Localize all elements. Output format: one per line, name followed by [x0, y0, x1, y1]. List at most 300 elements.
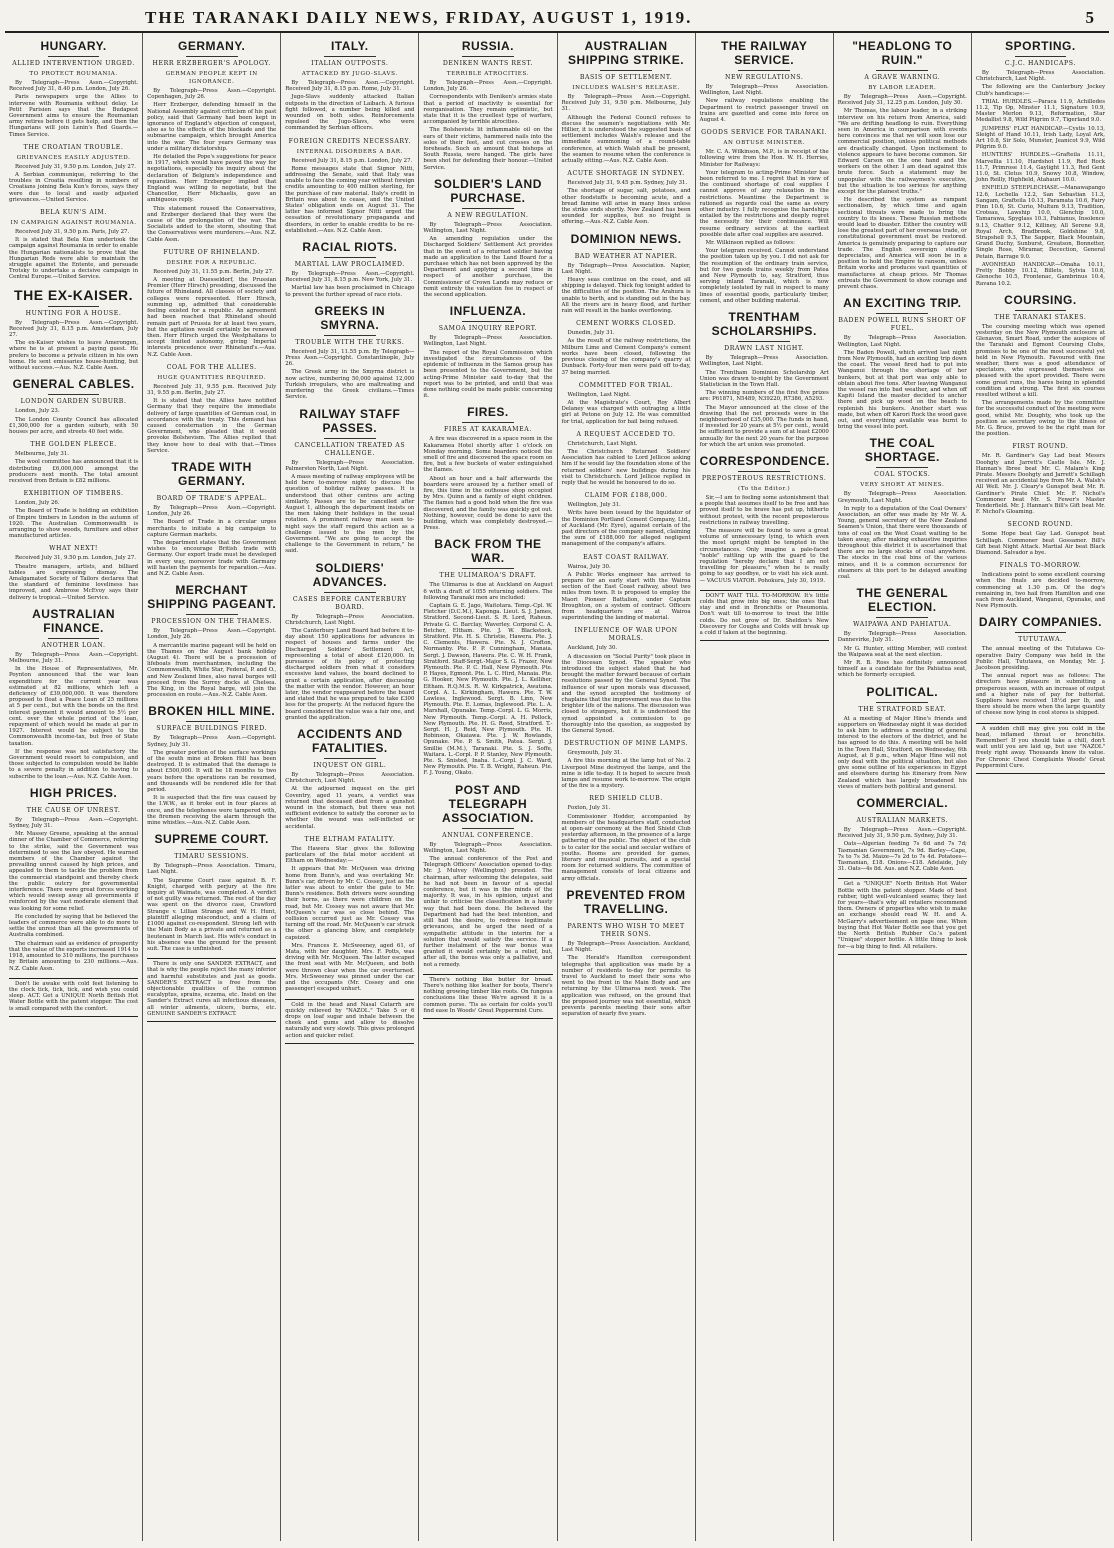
- article-paragraph: Some Hope beat Gay Lad. Gunspot beat Schillagh. Commoner beat Gossamer. Bill's Gift beat Night Attack. Martial Air beat Black Diamond. Salvador a bye.: [975, 531, 1105, 556]
- article-subhead: INTERNAL DISORDERS A BAR.: [296, 148, 403, 155]
- article: [423, 304, 552, 399]
- article-headline: BROKEN HILL MINE.: [148, 704, 276, 719]
- article-headline: THE EX-KAISER.: [14, 286, 134, 303]
- article-headline: RAILWAY STAFF PASSES.: [299, 406, 401, 435]
- article-paragraph: Foxton, July 31.: [567, 805, 611, 812]
- article-paragraph: The ex-Kaiser wishes to leave Amerongen, where he is at present a paying guest. He prefers to become a private citizen in his own home. He sent emissaries house-hunting, but without success.—Aus. N.Z. Cable Assn.: [9, 340, 139, 372]
- headline-rule: [462, 321, 514, 322]
- article: [562, 170, 691, 225]
- article-headline: SPORTING.: [1005, 39, 1076, 53]
- article-paragraph: An amending regulation under the Discharged Soldiers' Settlement Act provides that in the event of a returned soldier having made an application to the Land Board for a purchase which has not been approved by the Department and applying a second time in respect of another purchase, the Commissioner of Crown Lands may reduce or remit entirely the valuation fee in respect of the second application.: [423, 236, 553, 299]
- article-paragraph: The Trentham Dominion Scholarship Art Union was drawn to-night by the Government Statistician in the Town Hall.: [699, 369, 829, 388]
- article-headline: AN EXCITING TRIP.: [843, 296, 962, 311]
- article-headline: AUSTRALIAN SHIPPING STRIKE.: [568, 39, 685, 67]
- headline-rule: [324, 335, 376, 336]
- article-subhead: ATTACKED BY JUGO-SLAVS.: [301, 71, 398, 77]
- article-paragraph: By Telegraph—Press Association. Dannevirke, July 31.: [837, 631, 967, 644]
- article-paragraph: By Telegraph—Press Assn.—Copyright. Received July 31, 9.50 p.m. Sydney, July 31.: [837, 827, 967, 840]
- article-paragraph: By Telegraph—Press Association. Christchurch, Last Night.: [285, 772, 415, 785]
- article-paragraph: A mass meeting of railway employees will be held here to-morrow night to discuss the question of holiday railway passes. It is understood that other centres are acting similarly. Passes are to be cancelled after August 1, although the department insists on the men taking their holidays in the usual rotation. A prominent railway man seen to-night says the staff regard this action as a challenge issued to the men by the Government. "We are going to accept the challenge to the Government in return," he said.: [285, 473, 415, 555]
- article-subhead: TERRIBLE ATROCITIES.: [446, 71, 530, 77]
- article: [562, 627, 691, 734]
- article-paragraph: Melbourne, July 31.: [15, 451, 69, 458]
- article-paragraph: Greymouth, July 31.: [567, 750, 623, 757]
- article: [285, 836, 414, 993]
- article-paragraph: Wairoa, July 30.: [567, 563, 611, 570]
- article-paragraph: Received July 31, 9.55 p.m. Received July 31, 9.55 p.m. Berlin, July 27.: [147, 383, 277, 396]
- advertisement: [976, 723, 1105, 774]
- article-subhead: LONDON GARDEN SUBURB.: [20, 398, 127, 406]
- article-headline: HUNGARY.: [40, 39, 107, 53]
- article: [838, 296, 967, 430]
- article-subhead: RED SHIELD CLUB.: [589, 795, 663, 803]
- article-paragraph: The Canterbury Land Board had before it to-day about 150 applications for advances in respect of houses and farms under the Discharged Soldiers' Settlement Act, representing a total of about £120,000. In pursuance of its policy of protecting discharged soldiers from what it considers excessive land values, the board declined to grant a certain application, after discussing the matter with the vendor. However, an hour later, the vendor reappeared before the board and stated that he was prepared to take £300 less for the property. At the reduced figure the board considered the value was a fair one, and granted the application.: [285, 627, 415, 721]
- article-paragraph: Mrs. Frances E. McSweeney, aged 61, of Mata, with her daughter, Mrs. F. Potts, was driving with Mr. McQueen. The latter escaped the front seat with Mr. McQueen, and both were thrown clear when the car overturned. Mrs. McSweeney was pinned under the car and the occupants (Mr. Cossey and one passenger) escaped unhurt.: [285, 942, 415, 993]
- article-subhead: COAL FOR THE ALLIES.: [166, 363, 257, 371]
- advertisement-text: DON'T WAIT TILL TO-MORROW. It's little colds that grow into big ones; the ones that stay and end in Bronchitis or Pneumonia. Don't wait till to-morrow to treat the little colds. Do not grow of Dr. Sheldon's New Discovery for Coughs and Colds will break up a cold if taken at the beginning.: [699, 592, 829, 636]
- article-paragraph: A mercantile marine pageant will be held on the Thames on the August bank holiday (August 4). There will be a procession of lifeboats from merchantmen, including the Commonwealth, White Star, Federal, P. and O., and New Zealand lines, also naval barges will proceed from the Surrey docks at Chelsea. The King, in the Royal barge, will join the procession en route.—Aus.-N.Z. Cable Assn.: [147, 642, 277, 699]
- article-headline: THE RAILWAY SERVICE.: [720, 39, 808, 67]
- headline-rule: [324, 758, 376, 759]
- column: [419, 33, 557, 1541]
- article-subhead: HUGE QUANTITIES REQUIRED.: [157, 374, 267, 381]
- article-subhead: CANCELLATION TREATED AS CHALLENGE.: [294, 441, 406, 457]
- article-paragraph: HUNTERS' HURDLES.—Grafteila 11.11, Marvellia 11.10, Hardshot 11.9, Red Rock 11.7, Primrose 11.4, Gaylight 11.3, Red Gent 11.0, St. Cletus 10.9, Snowy 10.8, Window, John Reilly, Highfield, Atahauri 10.0.: [975, 152, 1105, 184]
- article-paragraph: The London County Council has allocated £1,300,000 for a garden suburb, with 50 houses per acre, and streets 40 feet wide.: [9, 416, 139, 435]
- article: [976, 562, 1105, 609]
- article-paragraph: Mr Thomas, the labour leader, in a striking interview on his return from America, said: "We are drifting headlong to ruin. Everything seen in America in comparison with events here convinces me that we will soon lose our commercial position, unless political methods are drastically changed. Upon incitement to violence appears to have become common. Sir Edward Carson on the one hand and the workers on the other. I am dead against this brute force. Such a statement may be unpopular with the railwaymen's executive, but the situation is too serious for anything except for the plainest truths.": [837, 108, 967, 196]
- article: [285, 39, 414, 132]
- article-paragraph: By Telegraph—Press Assn.—Copyright. Received July 31, 12.25 p.m. London, July 30.: [837, 94, 967, 107]
- advertisement-text: Cold in the head and Nasal Catarrh are quickly relieved by "NAZOL." Take 5 or 6 drops on loaf sugar and inhale between the cheek and gums and allow to dissolve naturally and very slowly. This gives prolonged action and quicker relief.: [285, 1001, 415, 1039]
- advertisement: [838, 878, 967, 954]
- article-subhead: A GRAVE WARNING.: [864, 74, 941, 81]
- article-paragraph: This statement roused the Conservatives, and Erzberger declared that they were the cause of the prolongation of the war. The Socialists added to the storm, shouting that the Conservatives were murderers.—Aus. N.Z. Cable Assn.: [147, 205, 277, 243]
- article-subhead: BY LABOR LEADER.: [868, 85, 937, 91]
- article-subhead: NEW REGULATIONS.: [724, 74, 804, 81]
- article-paragraph: By Telegraph—Press Assn.—Copyright. Received July 31, 8.40 p.m. London, July 26.: [9, 80, 139, 93]
- article-paragraph: By Telegraph—Press Association. Christchurch, Last Night.: [975, 70, 1105, 83]
- headline-rule: [1015, 310, 1067, 311]
- article-paragraph: It is suspected that the fire was caused by the I.W.W., as it broke out in four places at once, and the telephones were tampered with, the firemen receiving the alarm through the mine whistles.—Aus.-N.Z. Cable Assn.: [147, 795, 277, 827]
- article-paragraph: Writs have been issued by the liquidator of the Dominion Portland Cement Company, Ltd., of Auckland (Mr. Eyre), against certain of the past directors of the company named, claiming the sum of £188,000 for alleged negligent management of the company's affairs.: [561, 510, 691, 548]
- advertisement-text: Get a "UNIQUE" North British Hot Water Bottle with the patent stopper. Made of best rubber, tight well-vulcanised seams; they last for years—that's why all retailers recommend them. Owners of properties who wish to make an exchange should read W. H. and A. McGarry's advertisement on page one. When buying that Hot Water Bottle see that you get the North British Rubber Co.'s patent "Unique" stopper bottle. A little thing to look for—a big thing to find. All retailers.: [837, 881, 967, 950]
- article-paragraph: Mr. Wilkinson replied as follows:: [705, 240, 795, 247]
- article: [147, 39, 276, 243]
- article-subhead: INCLUDES WALSH'S RELEASE.: [572, 85, 680, 91]
- article-subhead: CASES BEFORE CANTERBURY BOARD.: [292, 595, 407, 611]
- headline-rule: [600, 249, 652, 250]
- headline-rule: [186, 491, 238, 492]
- article-headline: ACCIDENTS AND FATALITIES.: [297, 727, 403, 755]
- article: [9, 490, 138, 539]
- article: [976, 521, 1105, 556]
- headline-rule: [462, 828, 514, 829]
- article-subhead: COMMITTED FOR TRIAL.: [578, 381, 674, 389]
- article-paragraph: At a meeting of Major Hine's friends and supporters on Wednesday night it was decided to ask him to address a meeting of general interest to the electors of the district, and he has agreed to do this. A meeting will be held in the Town Hall, Stratford, on Wednesday, 6th August, at 8 p.m., when Major Hine will not only deal with the political situation, but also give some outline of his experiences in Egypt and elsewhere during his itinerary from New Zealand which has largely broadened his views of matters both political and general.: [837, 715, 967, 790]
- article-headline: PREVENTED FROM TRAVELLING.: [566, 887, 686, 916]
- article-paragraph: A discussion on "Social Purity" took place in the Diocesan Synod. The speaker who introduced the subject stated that he had brought the matter forward because of certain resolutions passed by the General Synod. The influence of war upon morals was discussed, and the synod accepted the testimony of chaplains that the improvement was due to the brighter life of the nations. The discussion was closed to strangers, but it is understood the synod appointed a commission to go thoroughly into the question, as suggested by the General Synod.: [561, 653, 691, 735]
- article-paragraph: Martial law has been proclaimed in Chicago to prevent the further spread of race riots.: [285, 285, 415, 298]
- article-paragraph: The Hawera Star gives the following particulars of the fatal motor accident at Eltham on Wednesday:—: [285, 845, 415, 865]
- article-paragraph: Although the Federal Council refuses to discuss the seamen's negotiations with Mr. Hillier, it is understood the suggested basis of settlement includes Walsh's release and the immediate summoning of a round-table conference, at which Walsh shall be present, the seamen to resume when the conference is actually sitting.—Aus. N.Z. Cable Assn.: [561, 114, 691, 165]
- article-headline: FIRES.: [467, 405, 509, 420]
- advertisement: [147, 958, 276, 1022]
- article-subhead: INFLUENCE OF WAR UPON MORALS.: [574, 627, 678, 643]
- article-paragraph: By Telegraph—Press Assn.—Copyright. Received July 31, 8.15 p.m. Amsterdam, July 27.: [9, 319, 139, 339]
- article-paragraph: The wool committee has announced that it is distributing £6,000,000 amongst the producers next month. The total amount received from Britain is £82 millions.: [9, 459, 139, 484]
- article: [9, 607, 138, 780]
- advertisement: [9, 978, 138, 1017]
- headline-rule: [462, 56, 514, 57]
- article-paragraph: By Telegraph—Press Assn.—Copyright. London, July 26.: [147, 628, 277, 641]
- article-subhead: BOARD OF TRADE'S APPEAL.: [156, 494, 267, 502]
- article: [9, 786, 138, 972]
- article-subhead: PREPOSTEROUS RESTRICTIONS.: [701, 474, 827, 482]
- article-paragraph: By Telegraph—Press Association. Napier, Last Night.: [561, 262, 691, 275]
- article: [562, 795, 691, 881]
- article-paragraph: Captain G. E. Jago, Waitotara. Temp.-Cpl. W. Fletcher (D.C.M.), Kaponga. Lieut. S. J. James, Stratford. Second-Lieut. S. R. Lord, Raheun. Private G. C. Barclay, Waverley. Corporal C. A. Betcher, Eltham. Pte. J. W. Blackstock, Stratford. Pte. H. S. Christie, Hawera. Pte. J. C. Clements, Hawera. Pte. N. J. Crofton, Normanby. Pte. P. P. Cunningham, Manaia. Sergt. J. Dawson, Hawera. Pte. C. W. H. Frank, Stratford. Staff-Sergt.-Major S. G. Frazer, New Plymouth. Pte. P. C. Hall, New Plymouth. Pte. P. Hayes, Egmont. Pte. L. C. Hird, Manaia. Pte. G. Hooker, New Plymouth. Pte. J. L. Kelliher, Eltham. R.Q.M.S. R. W. Kirkpatrick, Awatuna. Corpl. A. L. Kirkingham, Hawera. Pte. T. W. Lawless, Inglewood. Sergt. B. Linn, New Plymouth. Pte. E. Lomas, Inglewood. Pte. L. A. Marshall, Opunake. Temp.-Corpl. L. G. Morris, New Plymouth. Temp.-Corpl. A. H. Pollock, New Plymouth. Pte. H. G. Reed, Stratford. T.-Sergt. H. J. Reid, New Plymouth. Pte. H. Robinson, Okaiawa. Pte. J. W. Rowlands, Opunake. Pte. P. S. Smith, Patea. Sergt. J. Smillie (M.M.), Taranaki. Pte. S. J. Soffe, Waitara. L.-Corpl. P. P. Stanley, New Plymouth. Pte. S. Snisted, Inaha. L.-Corpl. J. C. Ward, New Plymouth. Pte. T. B. Wright, Raheun. Pte. F. J. Young, Okato.: [423, 602, 553, 777]
- article: [976, 615, 1105, 716]
- article-paragraph: The chairman said as evidence of prosperity that the value of the exports increased 1914 to 1918, amounted to 310 millions, the purchases by Britain amounting to 230 millions.—Aus. N.Z. Cable Assn.: [9, 940, 139, 972]
- headline-rule: [186, 56, 238, 57]
- headline-rule: [324, 592, 376, 593]
- article: [147, 704, 276, 826]
- article-headline: POST AND TELEGRAPH ASSOCIATION.: [442, 782, 534, 825]
- article-headline: RACIAL RIOTS.: [302, 240, 398, 255]
- headline-rule: [48, 306, 100, 307]
- article-paragraph: At the adjourned inquest on the girl Coventry, aged 11 years, a verdict was returned that deceased died from a gunshot wound in the stomach, but there was not sufficient evidence to satisfy the coroner as to whether the wound was self-inflicted or accidental.: [285, 786, 415, 830]
- article-paragraph: TRIAL HURDLES.—Paraca 11.9, Achilledes 11.2, Tip Op, Minster 11.1, Signature 10.9, Master Merlon 9.13, Reformation, Star Medallist 9.8, Wild Pilgrim 9.7, Tigerland 9.0.: [975, 98, 1105, 124]
- article-paragraph: By Telegraph—Press Assn.—Copyright. Sydney, July 31.: [9, 816, 139, 830]
- column: [5, 33, 143, 1541]
- article-paragraph: At the Magistrate's Court, Roy Albert Delaney was charged with outraging a little girl at Petone on July 12. He was committed for trial, application for bail being refused.: [561, 399, 691, 425]
- article-subhead: DENIKEN WANTS REST.: [442, 60, 533, 67]
- headline-rule: [48, 638, 100, 639]
- article-subhead: DESTRUCTION OF MINE LAMPS.: [563, 740, 689, 748]
- article-paragraph: A fire was discovered in a space room in the Kakaramea Hotel shortly after 1 o'clock on Monday morning. Some boarders noticed the smell of fire and discovered the space room on fire, but a few buckets of water extinguished the flames.: [423, 436, 553, 474]
- article-paragraph: Received July 31, 9.45 p.m. Sydney, July 31.: [567, 180, 688, 187]
- headline-rule: [876, 702, 928, 703]
- article-paragraph: Dunedin, July 31.: [567, 330, 615, 337]
- article-paragraph: It is stated that the Allies have notified Germany that they require the immediate delivery of large quantities of German coal, in accordance with the treaty. This demand has caused consternation in the German Government, who pleaded that it would provoke Bolshevism. The Allies replied that they know how to deal with that.—Times Service.: [147, 398, 277, 454]
- article-paragraph: By Telegraph—Press Assn.—Copyright. London, July 26.: [423, 80, 553, 93]
- article-headline: HIGH PRICES.: [29, 785, 118, 800]
- article-paragraph: Mr. R. Gardiner's Gay Lad beat Messrs Doohgty and Jarrett's Castle Isle. Mr. J. Hannan's Ibree beat Mr. C. Malam's King Pirate. Messrs Doohgty and Jarrett's Schillagh received an accidental bye from Mr. A. Walsh's All Well. Mr. J. Cleary's Gunspot beat Mr. R. Gardiner's Pirate Chief. Mr. F. Nichol's Commoner beat Mr. S. Fewer's Master Tenderfield. Mr. J. Hannan's Bill's Gift beat Mr. F. Nichol's Gloaming.: [975, 453, 1105, 516]
- headline-rule: [462, 422, 514, 423]
- column: [281, 33, 419, 1541]
- article: [700, 39, 829, 123]
- article-paragraph: A Serbian communique, referring to the troubles in Croatia resulting in numbers of Croatians joining Bela Kun's forces, says they were due to local and easily adjusted grievances.—United Service.: [9, 172, 139, 203]
- article-paragraph: Received July 31, 11.55 p.m. By Telegraph—Press Assn.—Copyright. Constantinople, July 26.: [285, 348, 415, 368]
- article-paragraph: The winning numbers of the first five prizes are: P61871, N5489, N39220, R7386, A5293.: [699, 390, 829, 403]
- article-paragraph: By Telegraph—Press Assn.—Copyright. Sydney, July 31.: [147, 735, 277, 748]
- article-subhead: (To the Editor.): [738, 485, 791, 492]
- article: [9, 287, 138, 372]
- article-paragraph: A fire this morning at the lamp hut of No. 2 Liverpool Mine destroyed the lamps, and the mine is idle to-day. It is hoped to secure fresh lamps and resume work to-morrow. The origin of the fire is a mystery.: [561, 758, 691, 790]
- article-paragraph: Paris newspapers urge the Allies to intervene with Roumania without delay. Le Petit Parisien says that the Budapest Government aims to ensure the Roumanian army retires before it gets help, and then the Hungarians will join Lenin's Red Guards.—Times Service.: [9, 94, 139, 138]
- article-paragraph: JUMPERS' FLAT HANDICAP.—Cystis 10.13, Sleight of Hand 10.11, Irish Lady, Loyal Ark, Art 10.8, Sir Solo, Munster, Jeanicot 9.9, Wild Pilgrim 9.0.: [975, 125, 1105, 151]
- article: [838, 685, 967, 790]
- headline-rule: [600, 70, 652, 71]
- article-paragraph: The shortage of sugar, salt, potatoes, and other foodstuffs is becoming acute, and a bread famine will arise in many lines unless the strike ends shortly. New Zealand has been sounded for supplies, but no freight is offering.—Aus.-N.Z. Cable Assn.: [561, 188, 691, 226]
- article-subhead: TO PROTECT ROUMANIA.: [29, 71, 118, 77]
- article-subhead: DESIRE FOR A REPUBLIC.: [166, 259, 258, 266]
- advertisement-text: There's nothing like butter for bread. There's nothing like leather for boots, There's nothing growing timber like roots. On fungous conclusions like these We're agreed it is a common purse. 'Tis as certain for colds you'll find ease In Woods' Great Peppermint Cure.: [423, 976, 553, 1014]
- page-number: 5: [1085, 8, 1095, 27]
- article-subhead: VERY SHORT AT MINES.: [860, 482, 945, 489]
- article-paragraph: By Telegraph—Press Association. Greymouth, Last Night.: [837, 491, 967, 504]
- article: [562, 492, 691, 547]
- article-subhead: TUTUTAWA.: [1018, 636, 1063, 644]
- article-paragraph: Received July 31, 9.50 p.m. London, July 27.: [15, 163, 136, 170]
- article-paragraph: London, July 23.: [15, 408, 60, 415]
- article-paragraph: A meeting at Duesseldorf, the Prussian Premier (Herr Hirsch) presiding, discussed the future of Rhineland. All classes of society and colleges were represented. Herr Hirsch, summing up, admitted that considerable feeling existed for a republic. An agreement had been reached that Rhineland should remain part of Prussia for at least two years, but the agitation would certainly be renewed then. Herr Hirsch urged the Westphalians to accept limited autonomy, giving Imperial interests precedence over Rhineland's.—Aus. N.Z. Cable Assn.: [147, 277, 277, 358]
- article-headline: SOLDIERS' ADVANCES.: [312, 560, 387, 589]
- article: [976, 443, 1105, 515]
- article-paragraph: The Board of Trade is holding an exhibition of Empire timbers in London in the autumn of 1920. The Australian Commonwealth is arranging to show woods, furniture and other manufactured articles.: [9, 508, 139, 540]
- headline-rule: [324, 257, 376, 258]
- article: [147, 364, 276, 454]
- article: [838, 796, 967, 872]
- article-subhead: A REQUEST ACCEDED TO.: [576, 430, 676, 438]
- article: [147, 460, 276, 577]
- article-subhead: GOODS SERVICE FOR TARANAKI.: [701, 129, 828, 137]
- article: [147, 583, 276, 698]
- article-paragraph: Mr. C. A. Wilkinson, M.P., is in receipt of the following wire from the Hon. W. H. Herries, Minister for Railways:: [699, 149, 829, 168]
- article-subhead: BAD WEATHER AT NAPIER.: [574, 252, 678, 260]
- article-paragraph: The arrangements made by the committee for the successful conduct of the meeting were good, whilst Mr. Doughty, who took up the position as secretary owing to the illness of Mr. G. Bruce, proved to be the right man for the position.: [975, 400, 1105, 438]
- column: [972, 33, 1109, 1541]
- article: [147, 832, 276, 952]
- article-headline: SOLDIER'S LAND PURCHASE.: [434, 176, 542, 205]
- article-paragraph: Mr. Massey Greene, speaking at the annual dinner of the Chamber of Commerce, referring to the strike, said the Government was determined to see the law obeyed. He warned members of the Chamber against the prevailing unrest caused by high prices, and appealed to them to tackle the problem from the commercial standpoint and thereby check the public outcry for governmental interference. There were great forces working which would sweep away all governments if reinforced by the vast moderate element that was looking for some relief.: [9, 831, 139, 912]
- article-paragraph: By Telegraph—Press Assn.—Copyright. Received July 31, 9.50 p.m. Melbourne, July 31.: [561, 94, 691, 113]
- article-subhead: THE CAUSE OF UNREST.: [26, 806, 121, 814]
- article-paragraph: Your telegram to acting-Prime Minister has been referred to me. I regret that in view of the continued shortage of coal supplies I cannot approve of any relaxation in the restrictions. Meantime the Department is rationed as regards coal the same as every other industry. I fully recognise the hardships entailed by the restrictions and deeply regret the necessity for their continuance. Will resume ordinary services at the earliest possible date after coal supplies are assured.: [699, 169, 829, 238]
- headline-rule: [738, 70, 790, 71]
- article: [9, 39, 138, 138]
- article-paragraph: By Telegraph—Press Association. Palmerston North, Last Night.: [285, 459, 415, 472]
- headline-rule: [876, 70, 928, 71]
- article-subhead: FINALS TO-MORROW.: [999, 562, 1082, 570]
- headline-rule: [462, 568, 514, 569]
- article-subhead: ANNUAL CONFERENCE.: [442, 831, 534, 839]
- article-paragraph: He described the system as rampant sectionalism, by which time and again sectional threats were made to bring the country to its knees. These Russian methods would lead to disaster. Either the country will lose the greatest part of her overseas trade, or constitutional government must be restored. America is genuinely preparing to capture our trade. The English sovereign steadily depreciates, and America will soon be in a position to hold the Empire to ransom, unless Britain works and produces vast quantities of manufactures at cheap prices. Mr Thomas entreats the Government to show courage and prevent chaos.: [837, 197, 967, 291]
- headline-rule: [876, 467, 928, 468]
- headline-rule: [462, 208, 514, 209]
- headline-rule: [738, 471, 790, 472]
- article-headline: POLITICAL.: [866, 684, 939, 699]
- article-subhead: ALLIED INTERVENTION URGED.: [12, 60, 135, 67]
- article-paragraph: Christchurch, Last Night.: [567, 440, 638, 447]
- headline-rule: [324, 56, 376, 57]
- article-paragraph: Theatre managers, artists, and billiard tables are expressing dismay. The Amalgamated Society of Tailors declares that the standard of feminine loveliness has improved, and Ambrose McEvoy says their delivery is tropical.—United Service.: [9, 563, 139, 601]
- article-headline: GREEKS IN SMYRNA.: [314, 303, 386, 332]
- article: [562, 232, 691, 315]
- article-paragraph: Received July 31, 8.15 p.m. London, July 27.: [291, 157, 413, 164]
- article-subhead: COAL STOCKS.: [874, 471, 931, 479]
- article-subhead: THE TARANAKI STAKES.: [994, 313, 1087, 321]
- article-subhead: MARTIAL LAW PROCLAIMED.: [294, 261, 405, 269]
- article-headline: GERMANY.: [178, 39, 246, 53]
- article: [423, 783, 552, 968]
- article-paragraph: By Telegraph—Press Association. Wellington, Last Night.: [423, 221, 553, 235]
- headline-rule: [1015, 56, 1067, 57]
- article-paragraph: AVONHEAD HANDICAP.—Omaha 10.11, Pretty Bobby 10.12, Billets, Sylvia 10.6, Glenoche 10.5, Frontenac, Gambrinus 10.4, Ravana 10.2.: [975, 261, 1105, 287]
- article: [562, 431, 691, 486]
- article: [285, 304, 414, 401]
- article-paragraph: The Supreme Court case against B. F. Knight, charged with perjury at the fire inquiry at Waimate, was completed. A verdict of not guilty was returned. The rest of the day was spent on the divorce case, Crawford Strange v. Lillian Strange and W. H. Hunt, plaintiff alleging misconduct, and a claim of £1000 against co-respondent. Strong left with the Main Body as a private and returned as a lieutenant in March last. His wife's conduct in his absence was the ground for the present suit. The case is unfinished.: [147, 877, 277, 952]
- article: [700, 310, 829, 448]
- article-subhead: FOREIGN CREDITS NECESSARY.: [288, 137, 411, 145]
- article-paragraph: By Telegraph—Press Association. Auckland, Last Night.: [561, 940, 691, 954]
- advertisement: [285, 999, 414, 1044]
- article-paragraph: Sir,—I am to feeling some astonishment that a people that assumes itself to be free and has proved itself to be brave has put up, hitherto without protest, with the recent preposterous restrictions in railway travelling.: [699, 494, 829, 526]
- article: [285, 407, 414, 555]
- column: [143, 33, 281, 1541]
- article-paragraph: Wellington, Last Night.: [567, 391, 631, 398]
- article-subhead: A NEW REGULATION.: [447, 211, 529, 219]
- article-paragraph: Auckland, July 30.: [567, 645, 618, 652]
- article-subhead: ANOTHER LOAN.: [41, 641, 106, 649]
- article-headline: COMMERCIAL.: [856, 796, 949, 811]
- columns: [5, 33, 1109, 1541]
- article: [562, 888, 691, 1017]
- article-paragraph: Received July 31, 9.50 p.m. Paris, July 27.: [15, 229, 130, 236]
- article-subhead: WAIPAWA AND PAHIATUA.: [853, 621, 952, 629]
- article-subhead: THE GOLDEN FLEECE.: [30, 441, 117, 449]
- article-paragraph: The Baden Powell, which arrived last night from New Plymouth, had an exciting trip down the coast. The vessel fired had to put into Wanganui through the shortage of her bunkers, but at that port was only able to obtain about five tons. After leaving Wanganui the vessel ran into bad weather, and when off Kapiti Island the master decided to anchor there and pick up wood on the beach to replenish his bunkers. Another start was made, but when off Karori Rock the wood gave out, and everything available was burnt to bring the vessel into port.: [837, 349, 967, 431]
- article-paragraph: By Telegraph—Press Association. Wellington, Last Night.: [837, 335, 967, 348]
- article-subhead: ITALIAN OUTPOSTS.: [311, 60, 389, 67]
- article-subhead: SURFACE BUILDINGS FIRED.: [156, 725, 268, 733]
- article-headline: RUSSIA.: [461, 39, 515, 53]
- article-headline: THE COAL SHORTAGE.: [864, 436, 940, 465]
- article: [423, 405, 552, 531]
- article-subhead: HERR ERZBERGER'S APOLOGY.: [152, 60, 271, 67]
- article-paragraph: By Telegraph—Press Association. Wellington, Last Night.: [699, 84, 829, 97]
- article-headline: ITALY.: [330, 39, 369, 53]
- article-paragraph: London, July 26.: [15, 500, 60, 507]
- headline-rule: [186, 721, 238, 722]
- article-subhead: WHAT NEXT!: [49, 545, 99, 553]
- article-subhead: SECOND ROUND.: [1007, 521, 1074, 529]
- article-paragraph: Jugo-Slavs suddenly attacked Italian outposts in the direction of Laibach. A furious fight followed, a number being killed and wounded on both sides. Reinforcements repulsed the Jugo-Slavs, who were commanded by Serbian officers.: [285, 94, 415, 132]
- article: [9, 377, 138, 435]
- article-subhead: BELA KUN'S AIM.: [40, 209, 107, 217]
- article: [285, 727, 414, 830]
- article-paragraph: If the response was not satisfactory the Government would resort to compulsion, and those subjected to compulsion would be liable to a severe penalty in addition to having to subscribe to the loan.—Aus. N.Z. Cable Assn.: [9, 748, 139, 780]
- advertisement: [423, 974, 552, 1019]
- article-subhead: ACUTE SHORTAGE IN SYDNEY.: [567, 170, 685, 178]
- headline-rule: [876, 617, 928, 618]
- article-subhead: THE ELTHAM FATALITY.: [304, 835, 396, 843]
- article: [423, 537, 552, 776]
- article: [147, 249, 276, 358]
- article-paragraph: By Telegraph—Press Assn.—Copyright. Received July 31, 8.15 p.m. New York, July 31.: [285, 271, 415, 284]
- article-paragraph: The measure will be found to save a great volume of unnecessary lying, to which even the most upright might be tempted in the circumstances. Only imagine a pale-faced "noble" rattling up with the guard to the regulation "hereby declare that I am not travelling for pleasure," when he is really going to say goodbye, or to visit his sick aunt. — VACUUS VIATOR. Pohokura, July 30, 1919.: [699, 527, 829, 584]
- article: [838, 436, 967, 580]
- article-subhead: TIMARU SESSIONS.: [174, 853, 250, 861]
- article-paragraph: Received July 31, 11.55 p.m. Berlin, July 27.: [153, 268, 274, 275]
- article-subhead: GRIEVANCES EASILY ADJUSTED.: [16, 154, 131, 161]
- advertisement-text: Don't lie awake with cold feet listening to the clock tick, tick, tick, and wish you could sleep. ACT. Get a UNIQUE North British Hot Water Bottle with the patent stopper. The cost is small compared with the comfort.: [9, 980, 139, 1012]
- article-paragraph: Mr R. B. Ross has definitely announced himself as a candidate for the Pahiatua seat, which he formerly occupied.: [837, 660, 967, 679]
- article-paragraph: By Telegraph—Press Assn.—Copyright. London, July 26.: [147, 504, 277, 518]
- article-subhead: BADEN POWELL RUNS SHORT OF FUEL.: [838, 317, 967, 333]
- article-paragraph: By Telegraph—Press Assn.—Copyright. Copenhagen, July 26.: [147, 88, 277, 101]
- article-headline: CORRESPONDENCE.: [699, 453, 830, 468]
- article-headline: COURSING.: [1004, 292, 1077, 307]
- article-subhead: AN OBTUSE MINISTER.: [723, 140, 805, 147]
- advertisement: [700, 590, 829, 641]
- article-headline: TRADE WITH GERMANY.: [171, 459, 252, 488]
- column: [696, 33, 834, 1541]
- article-paragraph: By Telegraph—Press Association. Wellington, Last Night.: [423, 841, 553, 854]
- advertisement-text: A sudden chill may give you cold in the head, inflamed throat or bronchitis. Remember! If you should take a chill, don't wait until you are laid up, but use "NAZOL" freely right away. Thousands know its value. For Chronic Chest Complaints Woods' Great Peppermint Cure.: [975, 725, 1105, 769]
- article: [423, 39, 552, 171]
- article-subhead: THE ULIMAROA'S DRAFT.: [439, 572, 537, 580]
- article: [9, 545, 138, 600]
- article-subhead: FUTURE OF RHINELAND.: [163, 248, 260, 256]
- article-paragraph: He detailed the Pope's suggestions for peace in 1917, which would have paved the way for negotiations, especially his inquiry about the declaration of Belgium's independence and reparation. Herr Erzberger implied that England was willing to negotiate, but the Chancellor, Herr Michaelis, gave an ambiguous reply.: [147, 154, 277, 204]
- article-paragraph: The Ulimaroa is due at Auckland on August 6 with a draft of 1055 returning soldiers. The following Taranaki men are included:: [423, 582, 553, 601]
- article-subhead: CEMENT WORKS CLOSED.: [576, 320, 677, 328]
- article-subhead: CLAIM FOR £188,000.: [584, 492, 668, 500]
- masthead: [5, 4, 1109, 33]
- article-paragraph: The department states that the Government wishes to encourage British trade with Germany. Our export trade must be developed in every way, moreover trade with Germany will hasten the payments for reparation.—Aus. and N.Z. Cable Assn.: [147, 539, 277, 577]
- article-paragraph: Commissioner Hodder, accompanied by members of the headquarters staff, conducted at open-air ceremony at the Red Shield Club yesterday afternoon, in the presence of a large gathering of the public. The object of the club is to cater for the social and secular welfare of youths. Rooms are provided for games, literary and musical pursuits, and a special room for returned soldiers. The committee of management consists of local citizens and army officials.: [561, 813, 691, 882]
- article-paragraph: By Telegraph—Press Assn.—Copyright. Received July 31, 8.15 p.m. Rome, July 31.: [285, 80, 415, 93]
- article: [562, 382, 691, 425]
- article-subhead: SAMOA INQUIRY REPORT.: [438, 325, 538, 333]
- article-subhead: BASIS OF SETTLEMENT.: [579, 74, 673, 81]
- article-paragraph: In the House of Representatives, Mr. Poynton announced that the war loan expenditure for the current year was estimated at 82 millions, which left a deficiency of £39,000,000. It was therefore proposed to float a Peace Loan of 25 millions at 5 per cent., but with the bonds on the first interest payment it would amount to 5½ per cent. over the whole period of the loan, repayment of which would be made at par in 1927. Interest would be subject to the Commonwealth income-tax, but free of State taxation.: [9, 666, 139, 747]
- article-paragraph: ENFIELD STEEPLECHASE.—Manawapango 12.6, Lochella 12.2, San Sebastian 11.3, Sangam, Grafteila 10.13, Paramata 10.6, Fairy Finn 10.6, St. Curio, Multum 9.13, Tradition, Croteau, Lawship 10.0, Glenchip 10.0, Tamarawa, Spyglass 10.3, Fabianus, Insolence 9.13, Chatter 9.12, Killiney, All Serene 9.8, Royal Arch, Bradbrook, Goldshine 9.8, Strapshell 9.3, The Sapper, Black Mountain, Grand Duchy, Sunburst, Greatson, Bonnetter, Single Rose, Miramar, Decection, General Petain, Barrage 9.0.: [975, 185, 1105, 260]
- article-subhead: INQUEST ON GIRL.: [313, 762, 387, 769]
- article-headline: AUSTRALIAN FINANCE.: [32, 606, 116, 635]
- article-headline: DAIRY COMPANIES.: [978, 615, 1102, 630]
- article-subhead: C.J.C. HANDICAPS.: [1004, 60, 1076, 67]
- article-subhead: FIRES AT KAKARAMEA.: [444, 426, 532, 434]
- article-paragraph: About an hour and a half afterwards the boarders were aroused by a further smell of fire, this time in the outhouse shop occupied by Mrs. Quinn and a family of eight children. The flames had a good hold when the fire was discovered, and the family was quickly got out. Nothing, however, could be done to save the building, which was completely destroyed.—Press.: [423, 475, 553, 532]
- article-headline: TRENTHAM SCHOLARSHIPS.: [711, 310, 817, 339]
- article-paragraph: Correspondents with Deniken's armies state that a period of inactivity is essential for reorganisation. They remain optimistic, but state that it is the cruellest type of warfare, accompanied by terrible atrocities.: [423, 94, 553, 126]
- article-paragraph: The Bolshevists lit inflammable oil on the ears of their victims, hammered nails into the soles of their feet, and cut crosses on the foreheads. Such an amount that bishops at South Russia, were hanged. The girls have been shot for defending their honour.—United Service.: [423, 127, 553, 171]
- article: [562, 320, 691, 375]
- article-paragraph: The Herald's Hamilton correspondent telegraphs that application was made by a number of residents to-day for permits to travel to Auckland to meet their sons who went to the front in the Main Body and are returning by the Ulimaroa next week. The application was refused, on the ground that the proposed journey was not essential, which prevents parents meeting their sons after separation of nearly five years.: [561, 955, 691, 1018]
- article-subhead: THE CROATIAN TROUBLE.: [23, 143, 124, 151]
- article-paragraph: The Greek army in the Smyrna district is now active, numbering 50,000 against 12,000 Turkish irregulars, who are maltreating and murdering the Greek civilians.—Times Service.: [285, 369, 415, 401]
- headline-rule: [876, 313, 928, 314]
- headline-rule: [600, 919, 652, 920]
- article: [285, 561, 414, 721]
- article-paragraph: Heavy seas continue on the coast, and all shipping is delayed. Thick fog tonight added to the difficulties of the position. The Arahura is unable to berth, and is standing out in the bay. All the rivers are in heavy flood, and further rain will result in the banks overflowing.: [561, 277, 691, 315]
- article: [9, 209, 138, 281]
- article-subhead: PROCESSION ON THE THAMES.: [151, 618, 273, 626]
- article-subhead: TROUBLE WITH THE TURKS.: [295, 338, 405, 346]
- article-paragraph: The annual meeting of the Tututawa Co-operative Dairy Company was held in the Public Hall, Tututawa, on Monday, Mr. J. Jacobson presiding.: [975, 646, 1105, 672]
- article-subhead: GERMAN PEOPLE KEPT IN IGNORANCE.: [165, 71, 258, 85]
- newspaper-page: [5, 4, 1109, 1540]
- article: [976, 39, 1105, 287]
- article: [285, 138, 414, 234]
- article-paragraph: Indications point to some excellent coursing when the finals are decided to-morrow, commencing at 1.30 p.m. Of the dog's remaining in, two hail from Hamilton and one each from Auckland, Wanganui, Opunake, and New Plymouth.: [975, 572, 1105, 610]
- article-paragraph: The greater portion of the surface workings of the south mine at Broken Hill has been destroyed. It is estimated that the damage is about £500,000. It will be 18 months to two years before the operations can be resumed, and thousands will be rendered idle for that period.: [147, 749, 277, 794]
- article-headline: BACK FROM THE WAR.: [434, 537, 542, 566]
- headline-rule: [48, 56, 100, 57]
